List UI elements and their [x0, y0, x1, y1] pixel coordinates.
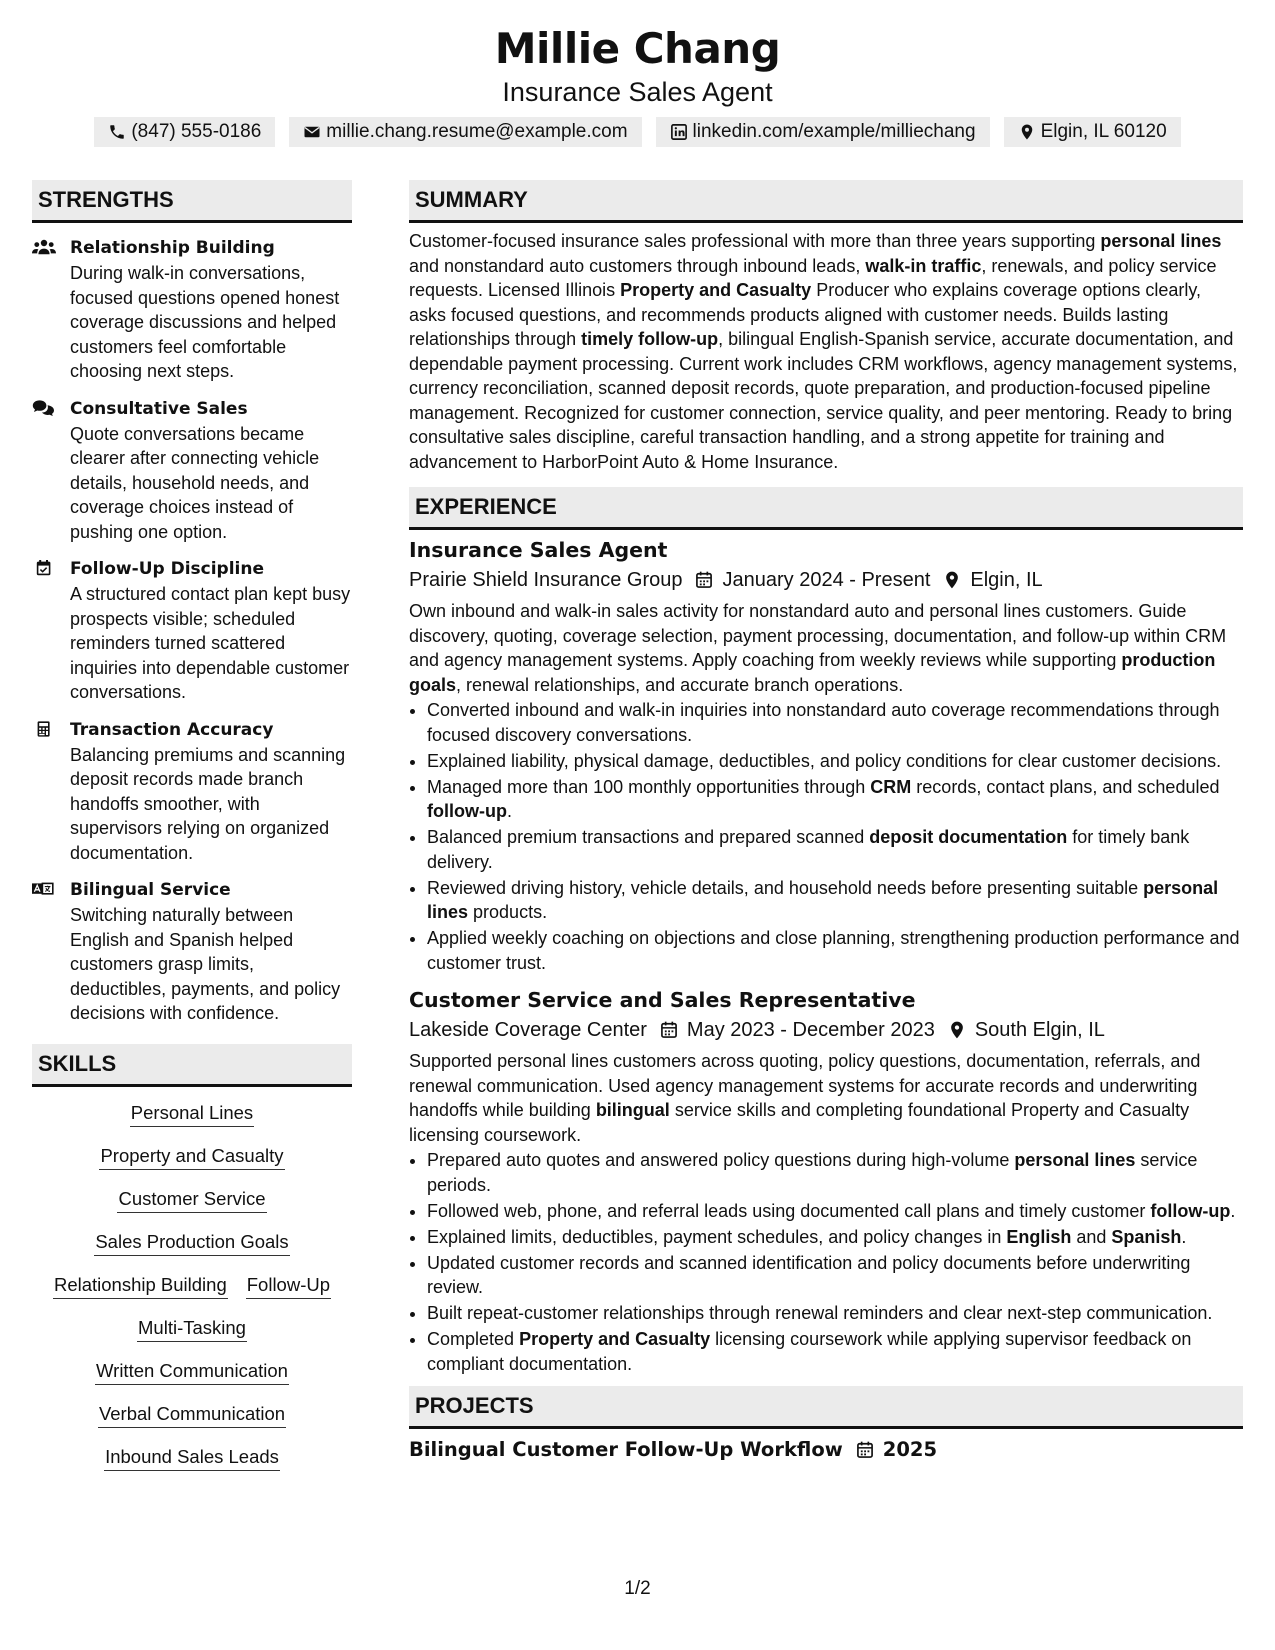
job-bullets	[409, 1148, 1243, 1376]
page-number: 1/2	[624, 1578, 651, 1599]
contact-location	[1004, 117, 1181, 147]
text-run: , renewal relationships, and accurate branch operations.	[456, 674, 904, 695]
strength-title: Transaction Accuracy	[70, 719, 274, 740]
skill-tag: Follow-Up	[246, 1273, 331, 1299]
text-run: products.	[468, 902, 548, 922]
job-title: Insurance Sales Agent	[409, 538, 668, 562]
strength-description: Quote conversations became clearer after connecting vehicle details, household needs, and coverage choices instead of pushing one option.	[70, 423, 320, 542]
emphasis-text: CRM	[870, 776, 912, 797]
phone-text: (847) 555-0186	[131, 121, 262, 142]
skill-tag: Sales Production Goals	[94, 1230, 289, 1256]
job-bullet	[427, 876, 1243, 925]
emphasis-text: Property and Casualty	[519, 1329, 711, 1349]
text-run: Producer who explains coverage options clearly, asks focused questions, and recommends products aligned with customer needs. Builds lasting relationships through	[409, 280, 1202, 349]
email-text: millie.chang.resume@example.com	[326, 121, 628, 142]
emphasis-text: Property and Casualty	[620, 280, 812, 300]
job-company: Lakeside Coverage Center	[409, 1019, 647, 1041]
calendar-icon	[694, 570, 714, 590]
strength-item	[32, 396, 352, 545]
skill-tag: Verbal Communication	[98, 1402, 286, 1428]
text-run: and nonstandard auto customers through inbound leads,	[409, 255, 866, 276]
job-bullet	[427, 1148, 1243, 1197]
candidate-name: Millie Chang	[494, 24, 781, 73]
emphasis-text: bilingual	[595, 1100, 670, 1120]
left-column	[32, 180, 352, 1488]
skill-tag: Customer Service	[117, 1187, 266, 1213]
skill-tag: Relationship Building	[53, 1273, 228, 1299]
job-dates: January 2024 - Present	[722, 569, 931, 591]
candidate-title: Insurance Sales Agent	[502, 77, 773, 107]
contact-phone	[94, 117, 275, 147]
summary-text	[409, 229, 1243, 474]
job-location: Elgin, IL	[970, 569, 1043, 591]
contact-email	[289, 117, 641, 147]
language-icon	[32, 880, 56, 898]
text-run: Prepared auto quotes and answered policy questions during high-volume	[427, 1150, 1015, 1170]
summary-heading: SUMMARY	[409, 180, 1243, 223]
calendar-icon	[855, 1440, 875, 1460]
text-run: Applied weekly coaching on objections and close planning, strengthening production performance and customer trust.	[427, 928, 1240, 973]
text-run: Own inbound and walk-in sales activity for nonstandard auto and personal lines customers. Guide discovery, quoting, coverage selection, payment processing, documentation, and follow-up within CRM and agency management systems. Apply coaching from weekly reviews while supporting	[409, 601, 1227, 670]
skill-tag: Inbound Sales Leads	[104, 1445, 280, 1471]
job-entry	[409, 985, 1243, 1376]
text-run: service periods.	[427, 1150, 1198, 1195]
emphasis-text: deposit documentation	[869, 827, 1068, 847]
job-meta	[409, 565, 1243, 595]
envelope-icon	[303, 123, 321, 141]
resume-header	[0, 0, 1275, 147]
text-run: Completed	[427, 1329, 520, 1349]
map-pin-icon	[947, 1020, 967, 1040]
text-run: .	[1181, 1226, 1187, 1247]
job-bullet	[427, 1251, 1243, 1300]
job-bullet	[427, 1301, 1243, 1326]
text-run: Reviewed driving history, vehicle details, and household needs before presenting suitable	[427, 877, 1144, 898]
right-column	[409, 180, 1243, 1465]
emphasis-text: English	[1006, 1226, 1072, 1247]
text-run: .	[1230, 1200, 1236, 1221]
text-run: licensing coursework while applying supervisor feedback on compliant documentation.	[427, 1329, 1192, 1374]
text-run: Customer-focused insurance sales professional with more than three years supporting	[409, 231, 1101, 251]
text-run: Balanced premium transactions and prepared scanned	[427, 827, 870, 847]
comments-icon	[32, 399, 56, 417]
skill-tag: Multi-Tasking	[137, 1316, 247, 1342]
emphasis-text: production goals	[409, 650, 1216, 695]
text-run: .	[506, 801, 512, 821]
job-description	[409, 599, 1243, 697]
project-entry	[409, 1435, 1243, 1465]
users-icon	[32, 238, 56, 256]
calendar-check-icon	[32, 559, 56, 577]
strength-description: During walk-in conversations, focused questions opened honest coverage discussions and helped customers feel comfortable choosing next steps.	[70, 263, 340, 381]
strengths-heading: STRENGTHS	[32, 180, 352, 223]
contact-bar	[0, 117, 1275, 147]
job-bullet	[427, 1327, 1243, 1376]
projects-heading: PROJECTS	[409, 1386, 1243, 1429]
text-run: Supported personal lines customers across quoting, policy questions, documentation, referrals, and renewal communication. Used agency management systems for accurate records and underwriting handoffs while building	[409, 1051, 1201, 1120]
strength-item	[32, 235, 352, 384]
linkedin-text: linkedin.com/example/milliechang	[692, 121, 976, 142]
job-bullet	[427, 1225, 1243, 1250]
skills-heading: SKILLS	[32, 1044, 352, 1087]
emphasis-text: timely follow-up	[581, 329, 719, 349]
text-run: Managed more than 100 monthly opportunities through	[427, 776, 871, 797]
emphasis-text: walk-in traffic	[865, 255, 982, 276]
job-company: Prairie Shield Insurance Group	[409, 569, 683, 591]
text-run: records, contact plans, and scheduled	[911, 776, 1220, 797]
strength-title: Bilingual Service	[70, 880, 231, 900]
emphasis-text: personal lines	[1014, 1150, 1136, 1170]
skills-list	[32, 1087, 352, 1471]
text-run: , bilingual English-Spanish service, accurate documentation, and dependable payment processing. Current work includes CRM workflows, agency management systems, currency reconciliation, scanned deposit records, quote preparation, and production-focused pipeline management. Recognized for customer connection, service quality, and peer mentoring. Ready to bring consultative sales discipline, careful transaction handling, and a strong appetite for training and advancement to HarborPoint Auto & Home Insurance.	[409, 329, 1238, 472]
skill-tag: Property and Casualty	[99, 1144, 284, 1170]
job-location: South Elgin, IL	[974, 1019, 1105, 1041]
text-run: Explained limits, deductibles, payment schedules, and policy changes in	[427, 1226, 1007, 1247]
job-entry	[409, 535, 1243, 975]
text-run: Built repeat-customer relationships through renewal reminders and clear next-step communication.	[427, 1303, 1213, 1323]
text-run: and	[1071, 1226, 1112, 1247]
strength-item	[32, 556, 352, 705]
emphasis-text: personal lines	[427, 877, 1219, 922]
job-title: Customer Service and Sales Representative	[409, 988, 916, 1012]
skill-tag: Personal Lines	[130, 1101, 254, 1127]
text-run: Converted inbound and walk-in inquiries into nonstandard auto coverage recommendations through focused discovery conversations.	[427, 700, 1220, 745]
job-description	[409, 1049, 1243, 1147]
job-dates: May 2023 - December 2023	[686, 1019, 935, 1041]
text-run: , renewals, and policy service requests. Licensed Illinois	[409, 255, 1217, 300]
map-pin-icon	[942, 570, 962, 590]
strength-title: Relationship Building	[70, 238, 275, 258]
project-year: 2025	[882, 1438, 938, 1461]
job-bullets	[409, 698, 1243, 975]
strength-description: Switching naturally between English and Spanish helped customers grasp limits, deductibles, payments, and policy decisions with confidence.	[70, 905, 341, 1023]
job-bullet	[427, 698, 1243, 747]
location-text: Elgin, IL 60120	[1040, 121, 1167, 142]
emphasis-text: personal lines	[1100, 231, 1222, 251]
job-bullet	[427, 775, 1243, 824]
text-run: Explained liability, physical damage, deductibles, and policy conditions for clear customer decisions.	[427, 750, 1222, 771]
phone-icon	[108, 123, 126, 141]
linkedin-icon	[670, 123, 688, 141]
job-bullet	[427, 825, 1243, 874]
emphasis-text: follow-up	[1150, 1200, 1231, 1221]
job-bullet	[427, 926, 1243, 975]
text-run: Followed web, phone, and referral leads using documented call plans and timely customer	[427, 1200, 1151, 1221]
text-run: for timely bank delivery.	[427, 827, 1190, 872]
emphasis-text: Spanish	[1111, 1226, 1182, 1247]
job-meta	[409, 1015, 1243, 1045]
strength-description: Balancing premiums and scanning deposit records made branch handoffs smoother, with supervisors relying on organized documentation.	[70, 744, 346, 863]
calculator-icon	[32, 720, 56, 738]
skill-tag: Written Communication	[95, 1359, 289, 1385]
job-bullet	[427, 1199, 1243, 1224]
contact-linkedin	[656, 117, 990, 147]
text-run: service skills and completing foundational Property and Casualty licensing coursework.	[409, 1100, 1190, 1145]
map-pin-icon	[1018, 123, 1036, 141]
strength-item	[32, 877, 352, 1026]
strength-title: Follow-Up Discipline	[70, 559, 265, 579]
strength-description: A structured contact plan kept busy prospects visible; scheduled reminders turned scattered inquiries into dependable customer conversations.	[70, 584, 351, 702]
calendar-icon	[659, 1020, 679, 1040]
strength-item	[32, 717, 352, 866]
job-bullet	[427, 749, 1243, 774]
emphasis-text: follow-up	[427, 801, 507, 821]
project-title: Bilingual Customer Follow-Up Workflow	[409, 1438, 843, 1461]
text-run: Updated customer records and scanned identification and policy documents before underwriting review.	[427, 1252, 1191, 1297]
strength-title: Consultative Sales	[70, 398, 248, 419]
experience-heading: EXPERIENCE	[409, 487, 1243, 530]
